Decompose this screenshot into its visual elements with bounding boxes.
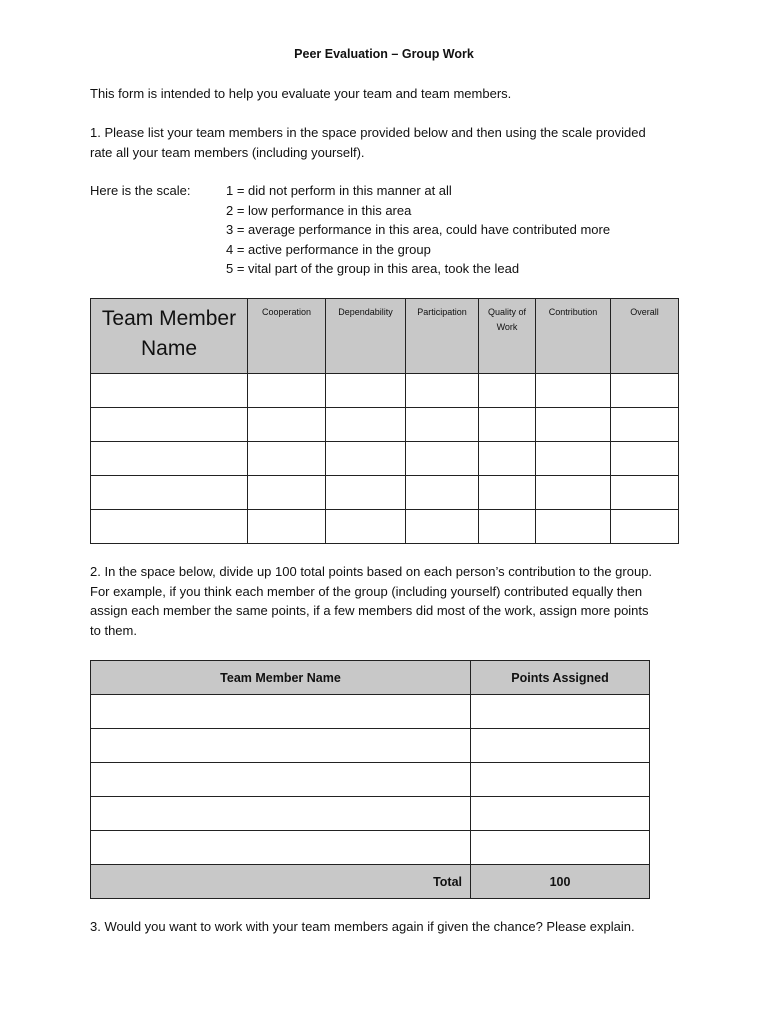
points-cell[interactable] [471, 763, 650, 797]
rating-cell[interactable] [326, 476, 406, 510]
rating-cell[interactable] [326, 408, 406, 442]
rating-cell[interactable] [611, 442, 679, 476]
points-table [90, 660, 650, 899]
table-row [91, 408, 679, 442]
rating-cell[interactable] [611, 408, 679, 442]
header-overall: Overall [611, 299, 679, 374]
member-name-cell[interactable] [91, 797, 471, 831]
total-row [91, 865, 650, 899]
rating-cell[interactable] [406, 476, 479, 510]
rating-cell[interactable] [248, 442, 326, 476]
rating-cell[interactable] [536, 374, 611, 408]
rating-cell[interactable] [479, 374, 536, 408]
scale-item-5: 5 = vital part of the group in this area, took the lead [226, 261, 520, 276]
rating-cell[interactable] [248, 510, 326, 544]
member-name-cell[interactable] [91, 695, 471, 729]
table-row [91, 695, 650, 729]
member-name-cell[interactable] [91, 408, 248, 442]
rating-cell[interactable] [611, 510, 679, 544]
member-name-cell[interactable] [91, 729, 471, 763]
member-name-cell[interactable] [91, 510, 248, 544]
table-row [91, 763, 650, 797]
member-name-cell[interactable] [91, 442, 248, 476]
rating-cell[interactable] [479, 476, 536, 510]
points-cell[interactable] [471, 797, 650, 831]
rating-cell[interactable] [611, 374, 679, 408]
header-participation: Participation [406, 299, 479, 374]
total-label: Total [91, 865, 471, 899]
table-row [91, 476, 679, 510]
rating-cell[interactable] [248, 476, 326, 510]
table-row [91, 374, 679, 408]
total-value: 100 [471, 865, 650, 899]
scale-item-3: 3 = average performance in this area, could have contributed more [226, 222, 611, 237]
scale-item-2: 2 = low performance in this area [226, 202, 412, 218]
header-cooperation: Cooperation [248, 299, 326, 374]
header-dependability: Dependability [326, 299, 406, 374]
rating-cell[interactable] [479, 510, 536, 544]
table-row [91, 442, 679, 476]
rating-cell[interactable] [536, 442, 611, 476]
rating-cell[interactable] [326, 510, 406, 544]
scale-list [226, 181, 610, 279]
rating-cell[interactable] [536, 510, 611, 544]
rating-cell[interactable] [406, 442, 479, 476]
member-name-cell[interactable] [91, 476, 248, 510]
rating-cell[interactable] [248, 408, 326, 442]
rating-table-header [91, 299, 679, 374]
scale-item-1: 1 = did not perform in this manner at all [226, 183, 452, 198]
table-row [91, 831, 650, 865]
rating-cell[interactable] [611, 476, 679, 510]
rating-cell[interactable] [479, 442, 536, 476]
scale-item-4: 4 = active performance in the group [226, 241, 431, 257]
rating-cell[interactable] [406, 408, 479, 442]
rating-table [90, 298, 679, 544]
rating-cell[interactable] [536, 408, 611, 442]
table-row [91, 797, 650, 831]
question-2-text: 2. In the space below, divide up 100 total points based on each person’s contribution to the group. For example, if you think each member of the group (including yourself) contributed equally then assign each member the same points, if a few members did most of the work, assign more points to them. [90, 564, 653, 638]
points-cell[interactable] [471, 695, 650, 729]
intro-text: This form is intended to help you evaluate your team and team members. [90, 86, 512, 101]
header-team-member-name: Team Member Name [91, 299, 248, 374]
page-title: Peer Evaluation – Group Work [294, 47, 474, 61]
rating-cell[interactable] [406, 374, 479, 408]
header-points-assigned: Points Assigned [471, 661, 650, 695]
table-row [91, 729, 650, 763]
points-cell[interactable] [471, 831, 650, 865]
question-3-text: 3. Would you want to work with your team members again if given the chance? Please explain. [90, 919, 635, 934]
header-team-member-name: Team Member Name [91, 661, 471, 695]
rating-cell[interactable] [326, 442, 406, 476]
scale-label: Here is the scale: [90, 183, 191, 198]
member-name-cell[interactable] [91, 374, 248, 408]
points-cell[interactable] [471, 729, 650, 763]
header-quality-of-work: Quality of Work [479, 299, 536, 374]
member-name-cell[interactable] [91, 831, 471, 865]
member-name-cell[interactable] [91, 763, 471, 797]
table-row [91, 510, 679, 544]
rating-cell[interactable] [479, 408, 536, 442]
points-table-header [91, 661, 650, 695]
rating-cell[interactable] [248, 374, 326, 408]
rating-cell[interactable] [326, 374, 406, 408]
header-contribution: Contribution [536, 299, 611, 374]
rating-cell[interactable] [406, 510, 479, 544]
question-1-text: 1. Please list your team members in the space provided below and then using the scale provided rate all your team members (including yourself). [90, 125, 646, 160]
rating-cell[interactable] [536, 476, 611, 510]
